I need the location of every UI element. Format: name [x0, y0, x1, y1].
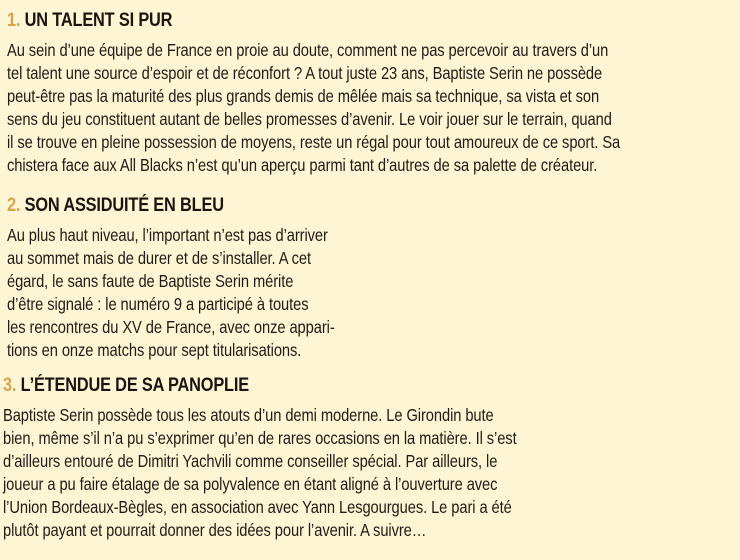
section-number: 2. — [7, 195, 21, 216]
body-line: égard, le sans faute de Baptiste Serin mérite — [7, 271, 294, 291]
body-line: joueur a pu faire étalage de sa polyvalence en étant aligné à l’ouverture avec — [3, 474, 498, 494]
body-line: Baptiste Serin possède tous les atouts d’un demi moderne. Le Girondin bute — [3, 405, 494, 425]
body-line: Au sein d’une équipe de France en proie au doute, comment ne pas percevoir au travers d’un — [7, 40, 609, 60]
body-line: les rencontres du XV de France, avec onze appari- — [7, 317, 335, 337]
section-heading — [7, 195, 342, 217]
body-line: tel talent une source d’espoir et de réconfort ? A tout juste 23 ans, Baptiste Serin ne possède — [7, 63, 603, 83]
section-title: L’ÉTENDUE DE SA PANOPLIE — [20, 375, 249, 396]
section-assiduite — [7, 195, 397, 362]
section-title: SON ASSIDUITÉ EN BLEU — [24, 195, 224, 216]
section-talent — [7, 10, 737, 177]
section-body — [7, 39, 737, 177]
section-heading — [3, 375, 529, 397]
section-body — [7, 224, 397, 362]
section-body — [3, 404, 614, 542]
body-line: il se trouve en pleine possession de moyens, reste un régal pour tout amoureux de ce sport. Sa — [7, 132, 621, 152]
section-heading — [7, 10, 635, 32]
body-line: bien, même s’il n’a pu s’exprimer qu’en de rares occasions en la matière. Il s’est — [3, 428, 517, 448]
body-line: Au plus haut niveau, l’important n’est pas d’arriver — [7, 225, 328, 245]
section-number: 1. — [7, 10, 21, 31]
body-line: tions en onze matchs pour sept titularisations. — [7, 340, 302, 360]
section-number: 3. — [3, 375, 17, 396]
section-panoplie — [3, 375, 614, 542]
body-line: au sommet mais de durer et de s’installer. A cet — [7, 248, 312, 268]
body-line: d’être signalé : le numéro 9 a participé à toutes — [7, 294, 309, 314]
body-line: peut-être pas la maturité des plus grands demis de mêlée mais sa technique, sa vista et son — [7, 86, 600, 106]
body-line: l’Union Bordeaux-Bègles, en association avec Yann Lesgourgues. Le pari a été — [3, 497, 512, 517]
section-title: UN TALENT SI PUR — [24, 10, 173, 31]
body-line: plutôt payant et pourrait donner des idées pour l’avenir. A suivre… — [3, 520, 427, 540]
body-line: d’ailleurs entouré de Dimitri Yachvili comme conseiller spécial. Par ailleurs, le — [3, 451, 498, 471]
body-line: chistera face aux All Blacks n’est qu’un aperçu parmi tant d’autres de sa palette de créateur. — [7, 155, 598, 175]
body-line: sens du jeu constituent autant de belles promesses d’avenir. Le voir jouer sur le terrain, quand — [7, 109, 612, 129]
